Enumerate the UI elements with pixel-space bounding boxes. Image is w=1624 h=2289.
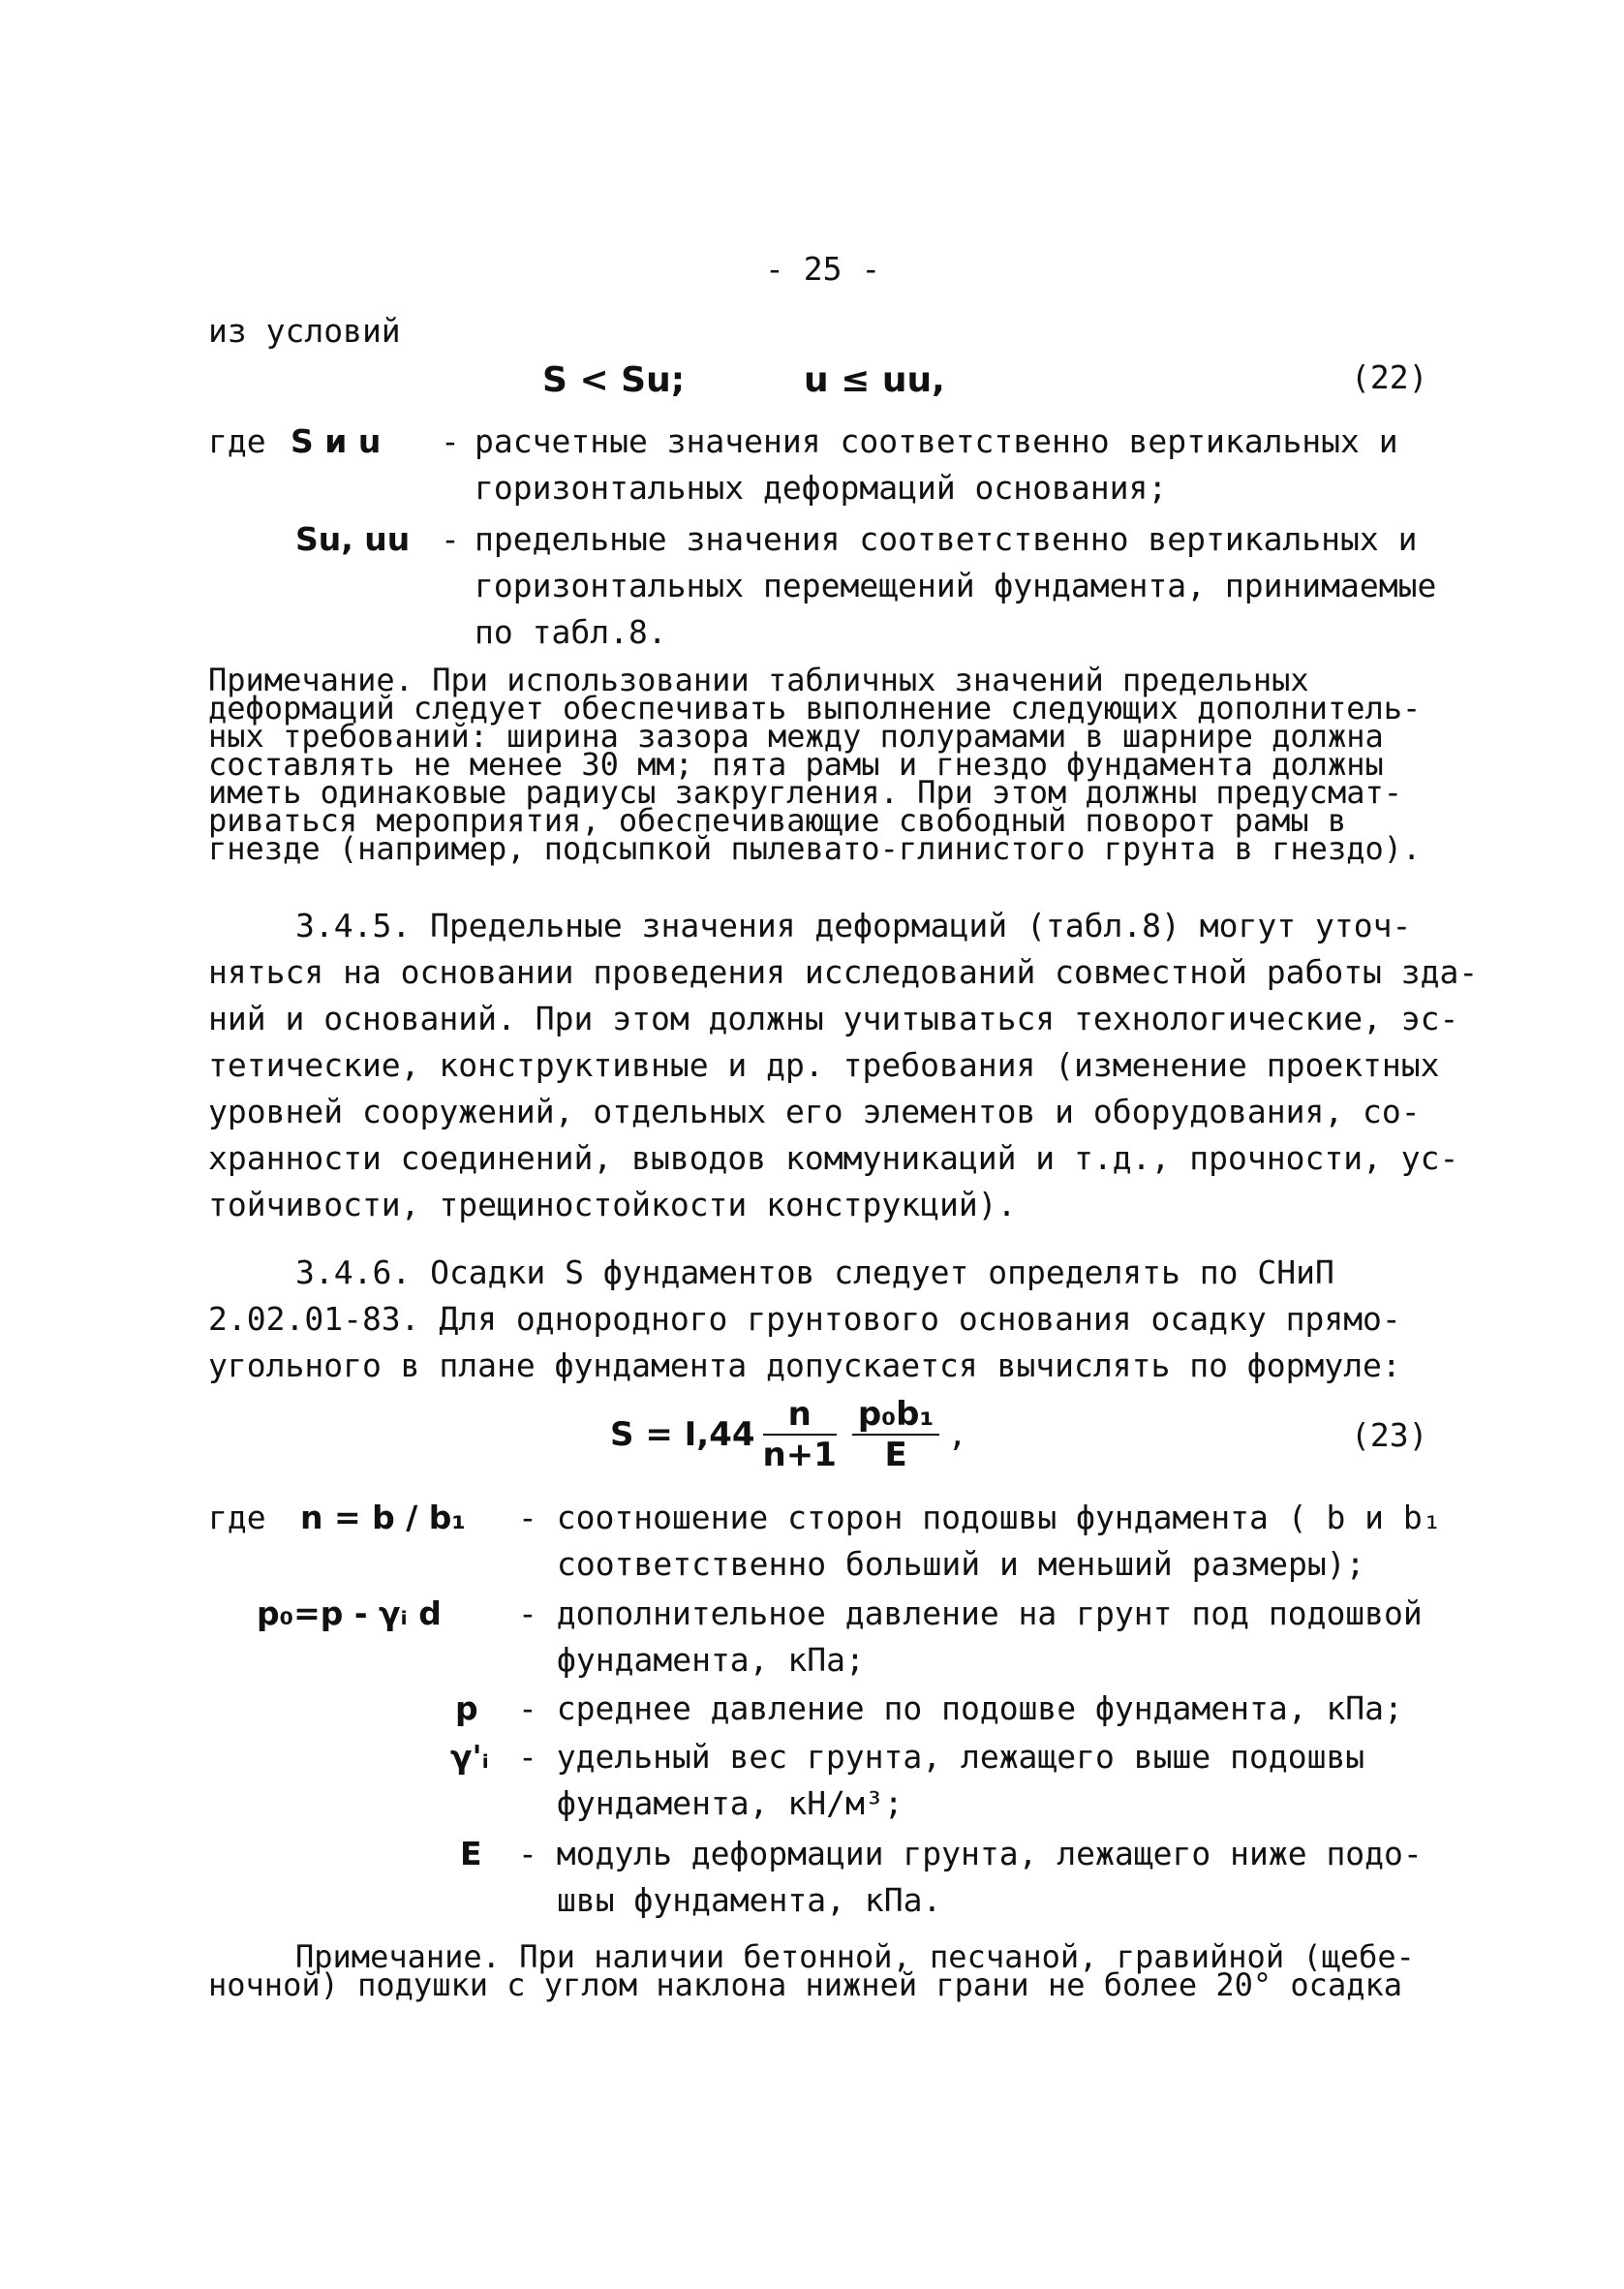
formula-23-number: (23) (1351, 1416, 1428, 1454)
def23-line-5-1: - модуль деформации грунта, лежащего ниже подо- (518, 1835, 1423, 1872)
para345-line: тетические, конструктивные и др. требования (изменение проектных (208, 1046, 1440, 1084)
note1-line: деформаций следует обеспечивать выполнение следующих дополнитель- (208, 690, 1422, 727)
formula-23-frac2-den: E (884, 1436, 907, 1474)
para345-line: тойчивости, трещиностойкости конструкций). (208, 1186, 1017, 1223)
formula-23-fraction-2 (852, 1395, 939, 1474)
def23-line-4-1: - удельный вес грунта, лежащего выше подошвы (518, 1738, 1365, 1776)
note1-line: Примечание. При использовании табличных значений предельных (208, 662, 1309, 698)
def22-line-1-1: расчетные значения соответственно вертикальных и (475, 422, 1398, 460)
formula-22-number: (22) (1351, 358, 1428, 396)
note1-line: иметь одинаковые радиусы закругления. При этом должны предусмат- (208, 774, 1402, 811)
page-number: - 25 - (765, 250, 881, 288)
def23-symbol-1: n = b / b₁ (300, 1499, 466, 1536)
formula-23 (610, 1395, 967, 1474)
def23-line-3-1: - среднее давление по подошве фундамента, кПа; (518, 1689, 1403, 1727)
note2-line: ночной) подушки с углом наклона нижней грани не более 20° осадка (208, 1966, 1402, 2003)
def23-line-2-1: - дополнительное давление на грунт под подошвой (518, 1594, 1423, 1632)
formula-22-rhs: u ≤ uu, (804, 360, 945, 400)
para346-line: 3.4.6. Осадки S фундаментов следует определять по СНиП (295, 1253, 1334, 1291)
def22-dash-1: - (441, 422, 460, 460)
para346-line: 2.02.01-83. Для однородного грунтового основания осадку прямо- (208, 1300, 1401, 1338)
formula-23-lhs: S = I,44 (610, 1415, 755, 1454)
note1-line: ных требований: ширина зазора между полурамами в шарнире должна (208, 718, 1384, 755)
def23-line-1-2: соответственно больший и меньший размеры); (557, 1545, 1365, 1583)
note1-line: риваться мероприятия, обеспечивающие свободный поворот рамы в (208, 802, 1347, 839)
formula-23-frac2-num: p₀b₁ (852, 1395, 939, 1436)
def23-symbol-3: p (455, 1689, 478, 1727)
para345-line: хранности соединений, выводов коммуникаций и т.д., прочности, ус- (208, 1139, 1459, 1177)
def23-line-5-2: швы фундамента, кПа. (557, 1881, 942, 1919)
formula-23-frac1-num: n (763, 1395, 837, 1436)
def22-line-2-2: горизонтальных перемещений фундамента, принимаемые (475, 567, 1437, 604)
def22-symbol-1: S и u (291, 422, 382, 460)
def22-where: где (208, 422, 266, 460)
def23-symbol-2: p₀=p - γᵢ d (257, 1594, 442, 1632)
note1-line: составлять не менее 30 мм; пята рамы и гнездо фундамента должны (208, 746, 1384, 783)
def23-symbol-4: γ'ᵢ (450, 1738, 489, 1776)
def22-line-2-3: по табл.8. (475, 613, 667, 651)
para346-line: угольного в плане фундамента допускается вычислять по формуле: (208, 1346, 1401, 1384)
def22-line-2-1: предельные значения соответственно вертикальных и (475, 520, 1418, 558)
formula-23-fraction-1 (763, 1395, 837, 1474)
formula-23-tail: , (947, 1415, 967, 1454)
para345-line: няться на основании проведения исследований совместной работы зда- (208, 953, 1479, 991)
def23-line-4-2: фундамента, кН/м³; (557, 1784, 904, 1822)
note1-line: гнезде (например, подсыпкой пылевато-глинистого грунта в гнездо). (208, 830, 1422, 867)
para345-line: ний и оснований. При этом должны учитываться технологические, эс- (208, 1000, 1459, 1037)
note2-line: Примечание. При наличии бетонной, песчаной, гравийной (щебе- (295, 1938, 1415, 1975)
para345-line: 3.4.5. Предельные значения деформаций (табл.8) могут уточ- (295, 907, 1412, 944)
def23-symbol-5: E (460, 1835, 482, 1872)
para345-line: уровней сооружений, отдельных его элементов и оборудования, со- (208, 1093, 1421, 1130)
def22-symbol-2: Su, uu (295, 520, 411, 558)
intro-text: из условий (208, 312, 401, 350)
formula-22-lhs: S < Su; (542, 360, 686, 400)
def22-line-1-2: горизонтальных деформаций основания; (475, 469, 1168, 507)
def23-where: где (208, 1499, 266, 1536)
def23-line-1-1: - соотношение сторон подошвы фундамента ( b и b₁ (518, 1499, 1442, 1536)
def22-dash-2: - (441, 520, 460, 558)
def23-line-2-2: фундамента, кПа; (557, 1641, 865, 1679)
formula-23-frac1-den: n+1 (762, 1436, 837, 1474)
